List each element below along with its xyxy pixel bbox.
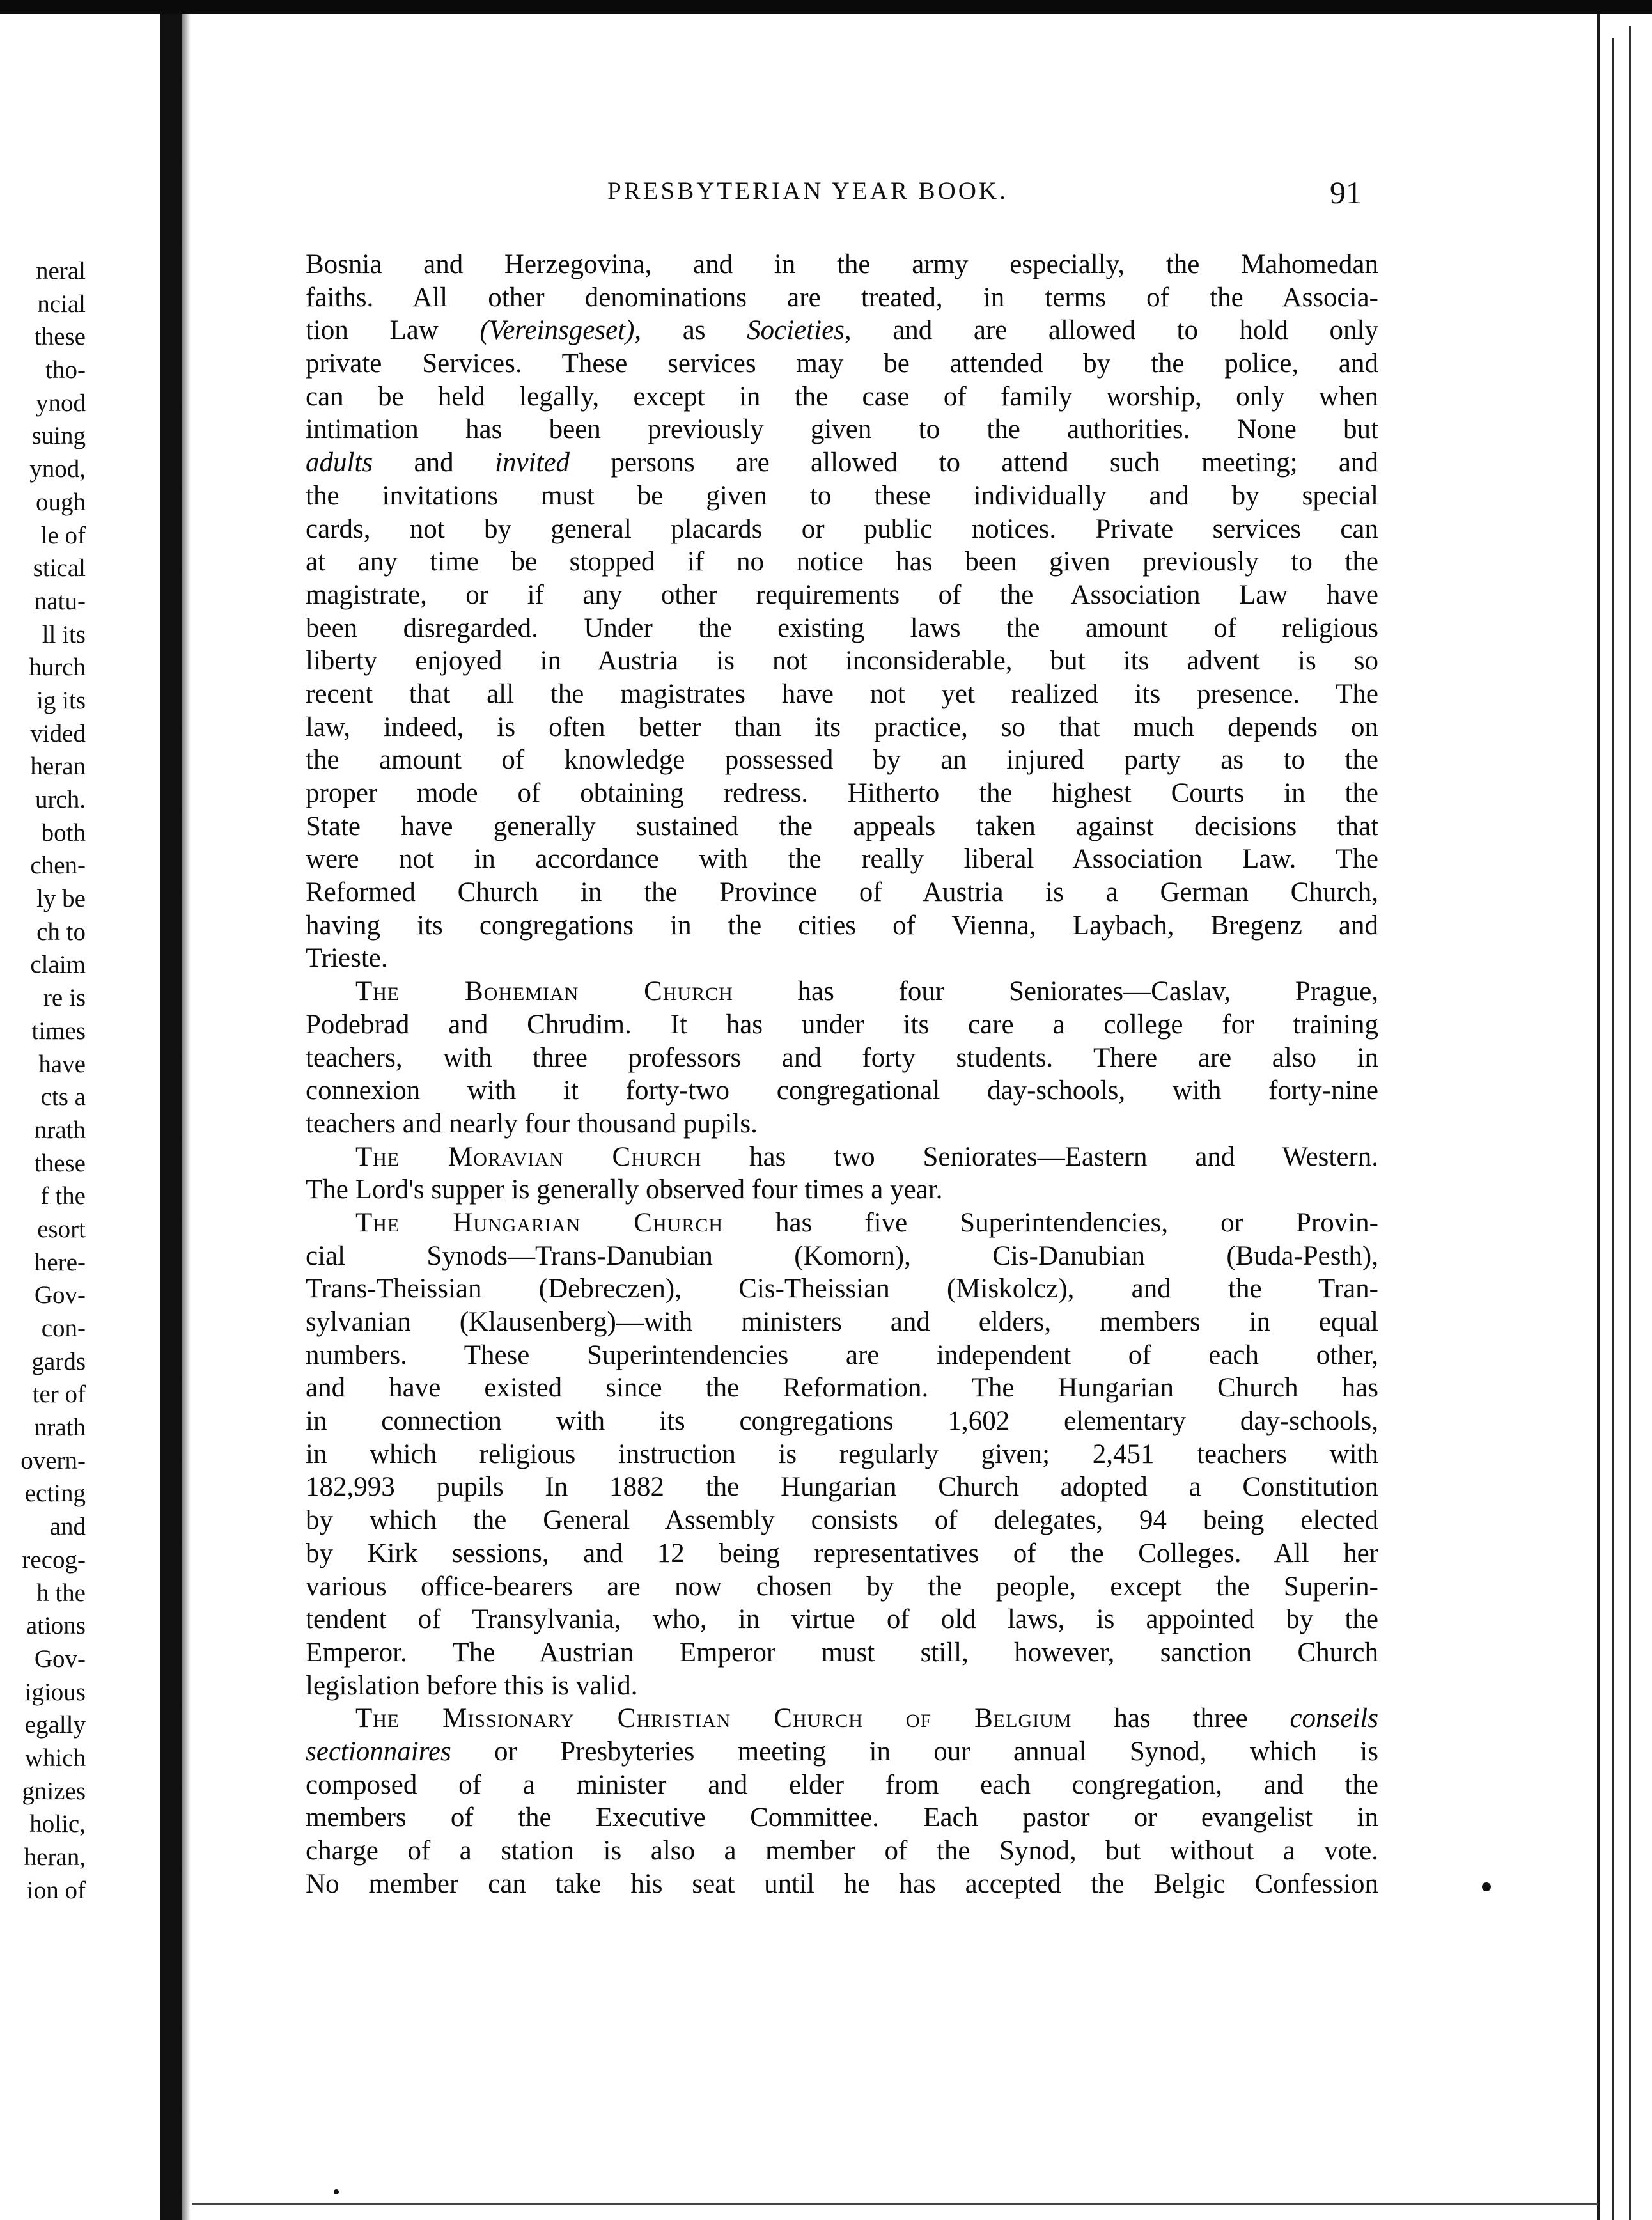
left-page-fragment: natu- xyxy=(34,587,86,615)
page-edge-line xyxy=(1629,26,1631,2220)
left-page-fragment: ncial xyxy=(37,290,86,318)
page-bottom-edge xyxy=(192,2203,1598,2205)
text-line: The Lord's supper is generally observed four times a year. xyxy=(306,1175,943,1205)
text-line: cial Synods—Trans-Danubian (Komorn), Cis-Danubian (Buda-Pesth), xyxy=(306,1240,1378,1271)
text-line: been disregarded. Under the existing laws the amount of religious xyxy=(306,613,1378,643)
left-page-fragment: Gov- xyxy=(34,1281,86,1309)
left-page-fragment: vided xyxy=(30,719,86,747)
book-gutter xyxy=(160,14,182,2220)
left-page-fragment: suing xyxy=(31,422,86,450)
text-line: liberty enjoyed in Austria is not inconsiderable, but its advent is so xyxy=(306,646,1378,676)
left-page-fragment: esort xyxy=(37,1215,86,1243)
text-line: at any time be stopped if no notice has been given previously to the xyxy=(306,547,1378,577)
left-page-fragment: ecting xyxy=(24,1480,86,1508)
left-page-fragment: here- xyxy=(34,1248,86,1276)
text-run: , as xyxy=(634,315,747,346)
text-line: numbers. These Superintendencies are independent of each other, xyxy=(306,1340,1378,1370)
left-page-fragment: ynod xyxy=(36,389,86,417)
text-line: various office-bearers are now chosen by the people, except the Superin- xyxy=(306,1571,1378,1602)
text-run: has three xyxy=(1071,1703,1290,1734)
text-run: or Presbyteries meeting in our annual Synod, which is xyxy=(451,1736,1378,1767)
text-line xyxy=(306,1735,1378,1769)
text-line: members of the Executive Committee. Each pastor or evangelist in xyxy=(306,1802,1378,1833)
left-page-fragment: gnizes xyxy=(22,1777,86,1805)
left-page-fragment: ter of xyxy=(32,1380,86,1409)
left-page-text-fragments xyxy=(0,254,86,1907)
text-line: cards, not by general placards or public notices. Private services can xyxy=(306,513,1378,544)
text-line: Reformed Church in the Province of Austria is a German Church, xyxy=(306,877,1378,908)
text-line: Bosnia and Herzegovina, and in the army especially, the Mahomedan xyxy=(306,249,1378,279)
italic-term: Societies xyxy=(747,315,845,346)
text-line: can be held legally, except in the case of family worship, only when xyxy=(306,381,1378,412)
left-page-fragment: Gov- xyxy=(34,1645,86,1673)
ink-speck xyxy=(1482,1882,1491,1891)
text-line: by Kirk sessions, and 12 being representatives of the Colleges. All her xyxy=(306,1538,1378,1568)
text-run: has two Seniorates—Eastern and Western. xyxy=(701,1141,1378,1172)
text-run: has four Seniorates—Caslav, Prague, xyxy=(733,976,1378,1007)
left-page-fragment: re is xyxy=(43,984,86,1012)
left-page-fragment: le of xyxy=(40,521,86,549)
text-line: having its congregations in the cities of Vienna, Laybach, Bregenz and xyxy=(306,910,1378,941)
text-line xyxy=(306,314,1378,347)
left-page-fragment: overn- xyxy=(20,1446,86,1474)
text-run: has five Superintendencies, or Provin- xyxy=(723,1207,1378,1238)
text-line: private Services. These services may be attended by the police, and xyxy=(306,348,1378,379)
italic-term: invited xyxy=(495,448,570,478)
left-page-fragment: both xyxy=(41,818,86,847)
text-line: magistrate, or if any other requirements of the Association Law have xyxy=(306,579,1378,610)
left-page-fragment: con- xyxy=(41,1315,86,1342)
text-line: proper mode of obtaining redress. Hitherto the highest Courts in the xyxy=(306,778,1378,808)
gutter-shadow xyxy=(182,14,191,2220)
text-line: faiths. All other denominations are treated, in terms of the Associa- xyxy=(306,282,1378,313)
left-page-fragment: ion of xyxy=(26,1876,86,1904)
running-head: PRESBYTERIAN YEAR BOOK. xyxy=(607,177,1008,205)
left-page-fragment: heran, xyxy=(24,1843,86,1871)
left-page-fragment: ig its xyxy=(36,686,86,714)
text-line: the invitations must be given to these individually and by special xyxy=(306,480,1378,511)
text-line xyxy=(306,975,1378,1008)
text-line: legislation before this is valid. xyxy=(306,1670,638,1701)
page-edge-line xyxy=(1597,14,1600,2220)
left-page-fragment: nrath xyxy=(34,1116,86,1144)
left-page-fragment: igious xyxy=(24,1678,86,1706)
text-line: composed of a minister and elder from each congregation, and the xyxy=(306,1769,1378,1800)
text-line: recent that all the magistrates have not yet realized its presence. The xyxy=(306,678,1378,709)
text-run: and xyxy=(373,448,495,478)
text-line xyxy=(306,446,1378,480)
left-page-fragment: egally xyxy=(24,1711,86,1739)
text-line: and have existed since the Reformation. The Hungarian Church has xyxy=(306,1373,1378,1403)
left-page-fragment: ch to xyxy=(36,918,86,946)
text-line: in connection with its congregations 1,602 elementary day-schools, xyxy=(306,1406,1378,1437)
left-page-fragment: holic, xyxy=(29,1810,86,1838)
text-line xyxy=(306,1141,1378,1174)
left-page-fragment: claim xyxy=(30,951,86,979)
text-line: State have generally sustained the appeals taken against decisions that xyxy=(306,811,1378,841)
left-page-fragment: tho- xyxy=(45,356,86,384)
text-line: No member can take his seat until he has accepted the Belgic Confession xyxy=(306,1868,1378,1899)
text-line: intimation has been previously given to the authorities. None but xyxy=(306,414,1378,445)
text-line: law, indeed, is often better than its practice, so that much depends on xyxy=(306,712,1378,742)
text-line: by which the General Assembly consists of delegates, 94 being elected xyxy=(306,1505,1378,1536)
section-lead: The Moravian Church xyxy=(355,1141,702,1172)
text-line: in which religious instruction is regularly given; 2,451 teachers with xyxy=(306,1439,1378,1469)
page-edge-line xyxy=(1612,38,1614,2220)
left-page-fragment: times xyxy=(31,1017,86,1045)
text-line xyxy=(306,1207,1378,1240)
scan-top-border xyxy=(0,0,1652,14)
text-line: charge of a station is also a member of the Synod, but without a vote. xyxy=(306,1836,1378,1866)
left-page-fragment: hurch xyxy=(29,653,86,682)
text-line: 182,993 pupils In 1882 the Hungarian Church adopted a Constitution xyxy=(306,1472,1378,1503)
left-page-fragment: ough xyxy=(36,488,86,516)
left-page-fragment: gards xyxy=(31,1347,86,1375)
left-page-fragment: ll its xyxy=(42,620,86,648)
text-line: connexion with it forty-two congregational day-schools, with forty-nine xyxy=(306,1075,1378,1106)
left-page-fragment: h the xyxy=(36,1579,86,1607)
left-page-fragment: chen- xyxy=(30,852,86,880)
text-run: , and are allowed to hold only xyxy=(844,315,1378,346)
text-line: sylvanian (Klausenberg)—with ministers and elders, members in equal xyxy=(306,1307,1378,1337)
italic-term: (Vereinsgeset) xyxy=(479,315,635,346)
left-page-fragment: recog- xyxy=(22,1545,86,1574)
italic-term: conseils xyxy=(1290,1703,1378,1734)
left-page-fragment: stical xyxy=(33,554,86,582)
left-page-fragment: have xyxy=(38,1050,86,1078)
text-line: Trans-Theissian (Debreczen), Cis-Theissian (Miskolcz), and the Tran- xyxy=(306,1274,1378,1304)
text-line: the amount of knowledge possessed by an injured party as to the xyxy=(306,745,1378,776)
italic-term: sectionnaires xyxy=(306,1736,451,1767)
left-page-fragment: which xyxy=(24,1744,86,1772)
left-page-fragment: f the xyxy=(40,1182,86,1210)
section-lead: The Hungarian Church xyxy=(355,1207,723,1238)
italic-term: adults xyxy=(306,448,373,478)
body-text xyxy=(306,248,1378,1900)
page-number: 91 xyxy=(1330,175,1362,210)
left-page-fragment: these xyxy=(34,323,86,351)
text-line: Podebrad and Chrudim. It has under its care a college for training xyxy=(306,1009,1378,1040)
left-page-fragment: and xyxy=(49,1513,86,1541)
section-lead: The Missionary Christian Church of Belgium xyxy=(355,1703,1072,1734)
text-line: tendent of Transylvania, who, in virtue of old laws, is appointed by the xyxy=(306,1604,1378,1635)
text-line: Trieste. xyxy=(306,943,388,974)
text-line: were not in accordance with the really liberal Association Law. The xyxy=(306,844,1378,875)
left-page-fragment: heran xyxy=(30,753,86,781)
text-line xyxy=(306,1702,1378,1735)
left-page-fragment: urch. xyxy=(35,786,86,813)
text-line: Emperor. The Austrian Emperor must still, however, sanction Church xyxy=(306,1637,1378,1668)
text-line: teachers and nearly four thousand pupils. xyxy=(306,1108,758,1139)
left-page-fragment: ly be xyxy=(36,885,86,913)
left-page-fragment: cts a xyxy=(40,1083,86,1111)
ink-speck xyxy=(334,2189,339,2194)
text-run: tion Law xyxy=(306,315,480,346)
left-page-fragment: ynod, xyxy=(29,455,86,483)
section-lead: The Bohemian Church xyxy=(355,976,733,1007)
text-line: teachers, with three professors and forty students. There are also in xyxy=(306,1042,1378,1073)
left-page-fragment: neral xyxy=(36,257,86,285)
text-run: persons are allowed to attend such meeting; and xyxy=(570,448,1378,478)
left-page-fragment: nrath xyxy=(34,1414,86,1442)
left-page-fragment: these xyxy=(34,1149,86,1177)
left-page-fragment: ations xyxy=(26,1612,86,1640)
